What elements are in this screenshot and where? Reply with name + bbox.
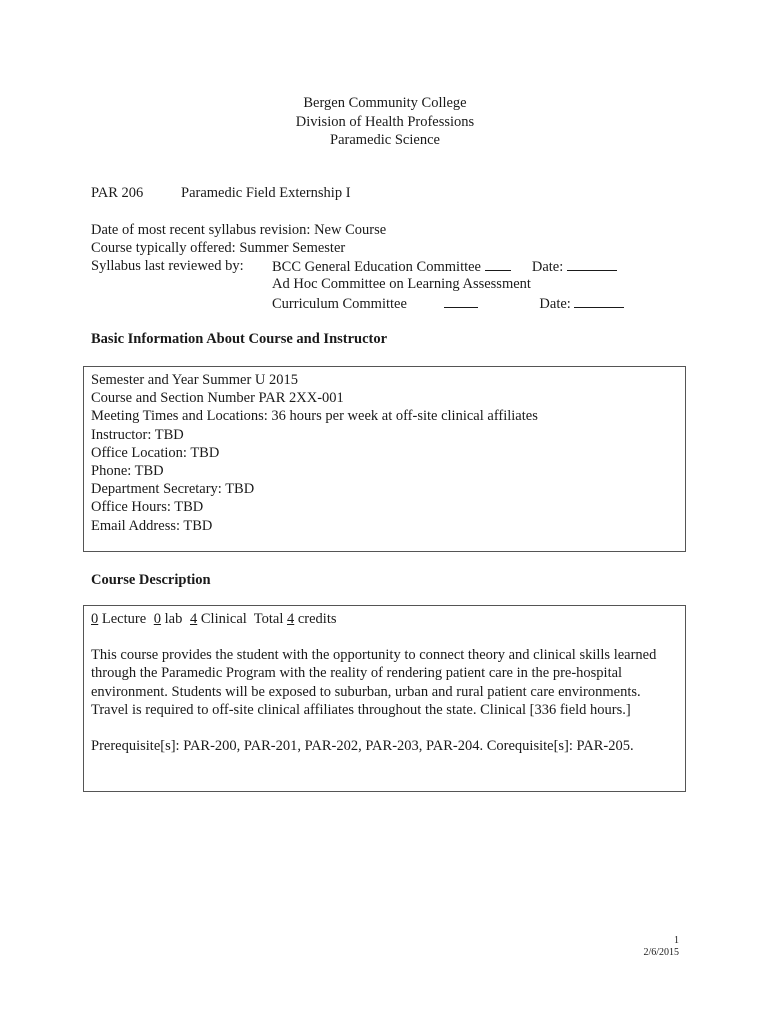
info-line: Department Secretary: TBD [91, 481, 255, 498]
date-blank [574, 294, 624, 308]
date-label: Date: [531, 259, 564, 275]
lab-label: lab [161, 611, 186, 627]
course-description-heading: Course Description [91, 572, 211, 588]
reviewer-row [272, 257, 617, 276]
reviewer-row [272, 275, 531, 293]
page-number: 1 [674, 935, 679, 946]
info-line: Email Address: TBD [91, 517, 213, 534]
total-value: 4 [286, 611, 295, 627]
lab-value: 0 [153, 611, 162, 627]
lecture-label: Lecture [98, 611, 150, 627]
reviewer-name: Ad Hoc Committee on Learning Assessment [272, 276, 531, 292]
info-line: Office Location: TBD [91, 444, 220, 461]
reviewer-name: Curriculum Committee [272, 296, 407, 312]
division-name: Division of Health Professions [295, 113, 475, 130]
revision-date: Date of most recent syllabus revision: New Course [91, 222, 387, 238]
course-title-line [91, 184, 351, 202]
course-code: PAR 206 [91, 185, 144, 201]
reviewer-name: BCC General Education Committee [272, 259, 481, 275]
document-header [0, 94, 770, 150]
reviewer-row [272, 294, 624, 313]
offered-semester: Course typically offered: Summer Semester [91, 240, 346, 256]
program-name: Paramedic Science [330, 132, 440, 148]
page-footer [643, 935, 679, 959]
total-label: credits [294, 611, 337, 627]
prerequisites: Prerequisite[s]: PAR-200, PAR-201, PAR-202, PAR-203, PAR-204. Corequisite[s]: PAR-205. [91, 738, 634, 755]
info-line: Course and Section Number PAR 2XX-001 [91, 390, 344, 407]
date-blank [567, 257, 617, 271]
info-line: Office Hours: TBD [91, 499, 204, 516]
lecture-value: 0 [91, 611, 99, 627]
basic-info-heading: Basic Information About Course and Instructor [91, 331, 388, 347]
info-line: Instructor: TBD [91, 426, 184, 443]
clinical-value: 4 [190, 611, 198, 627]
description-body: This course provides the student with the opportunity to connect theory and clinical skills learned through the Paramedic Program with the reality of rendering patient care in the pre-hospital environment. Students will be exposed to suburban, urban and rural patient care environments. Travel is required to off-site clinical affiliates throughout the state. Clinical [336 field hours.] [91, 647, 657, 718]
course-title: Paramedic Field Externship I [181, 185, 351, 201]
credits-line [91, 610, 678, 628]
basic-info-box [83, 366, 686, 552]
footer-date: 2/6/2015 [643, 947, 679, 958]
date-label: Date: [539, 296, 571, 312]
info-line: Meeting Times and Locations: 36 hours per week at off-site clinical affiliates [91, 408, 538, 425]
info-line: Phone: TBD [91, 463, 164, 480]
course-description-box [83, 605, 686, 792]
clinical-label: Clinical Total [197, 611, 287, 627]
signature-blank [485, 257, 511, 271]
college-name: Bergen Community College [303, 95, 467, 111]
signature-blank [444, 294, 478, 308]
info-line: Semester and Year Summer U 2015 [91, 372, 299, 388]
reviewed-by-label: Syllabus last reviewed by: [91, 258, 244, 274]
